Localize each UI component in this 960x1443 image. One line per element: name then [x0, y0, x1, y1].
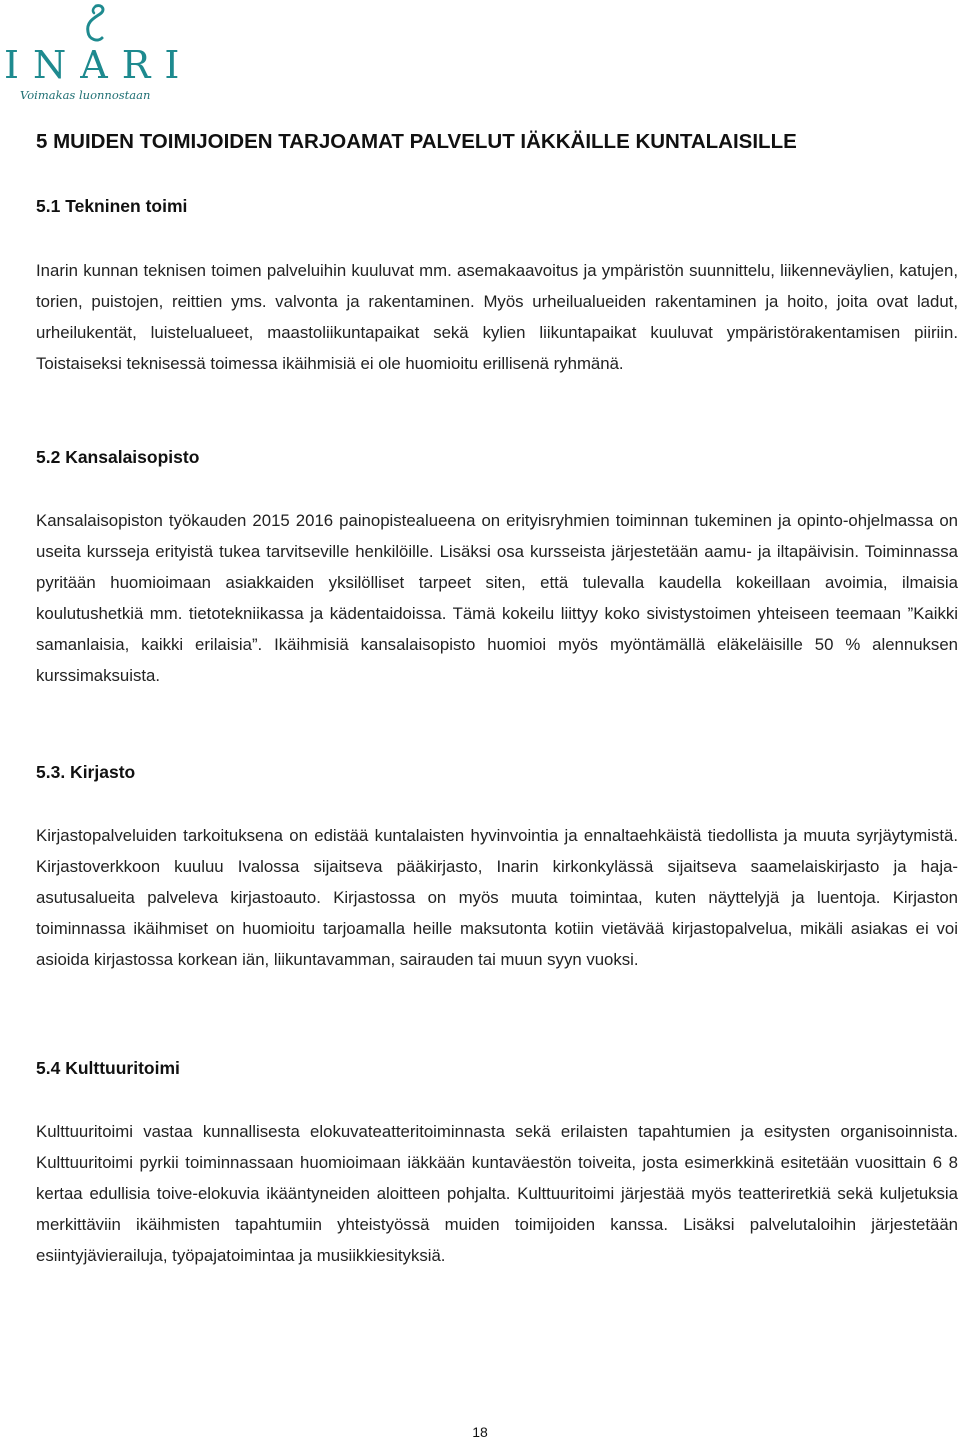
section-heading-kulttuuritoimi: 5.4 Kulttuuritoimi: [36, 1058, 180, 1078]
section-heading-kirjasto: 5.3. Kirjasto: [36, 762, 136, 782]
logo-wordmark: INARI: [4, 43, 194, 87]
section-heading-kansalaisopisto: 5.2 Kansalaisopisto: [36, 447, 200, 467]
section-text-tekninen: Inarin kunnan teknisen toimen palveluihin kuuluvat mm. asemakaavoitus ja ympäristön suunnittelu, liikenneväylien, katujen, torien, puistojen, reittien yms. valvonta ja rakentaminen. Myös urheilualueiden rakentaminen ja hoito, joita ovat ladut, urheilukentät, luistelualueet, maastoliikuntapaikat sekä kylien liikuntapaikat kuuluvat ympäristörakentamisen piiriin. Toistaiseksi teknisessä toimessa ikäihmisiä ei ole huomioitu erillisenä ryhmänä.: [36, 261, 958, 373]
section-text-kansalaisopisto: Kansalaisopiston työkauden 2015 2016 painopistealueena on erityisryhmien toiminnan tukeminen ja opinto-ohjelmassa on useita kursseja erityistä tukea tarvitseville henkilöille. Lisäksi osa kursseista järjestetään aamu- ja iltapäivisin. Toiminnassa pyritään huomioimaan asiakkaiden yksilölliset tarpeet siten, että tulevalla kaudella kokeillaan avoimia, ilmaisia koulutushetkiä mm. tietotekniikassa ja kädentaidoissa. Tämä kokeilu liittyy koko sivistystoimen yhteiseen teemaan ”Kaikki samanlaisia, kaikki erilaisia”. Ikäihmisiä kansalaisopisto huomioi myös myöntämällä eläkeläisille 50 % alennuksen kurssimaksuista.: [36, 511, 958, 685]
section-text-kulttuuritoimi: Kulttuuritoimi vastaa kunnallisesta elokuvateatteritoiminnasta sekä erilaisten tapahtumien ja esitysten organisoinnista. Kulttuuritoimi pyrkii toiminnassaan huomioimaan iäkkään kuntaväestön toiveita, josta esimerkkinä esitetään vuosittain 6 8 kertaa edullisia toive-elokuvia ikääntyneiden aloitteen pohjalta. Kulttuuritoimi järjestää myös teatteriretkiä sekä kuljetuksia merkittäviin ikäihmisten tapahtumiin yhteistyössä muiden toimijoiden kanssa. Lisäksi palvelutaloihin järjestetään esiintyjävierailuja, työpajatoimintaa ja musiikkiesityksiä.: [36, 1122, 958, 1265]
section-heading-tekninen: 5.1 Tekninen toimi: [36, 196, 188, 216]
page-number: 18: [472, 1424, 488, 1440]
section-text-kirjasto: Kirjastopalveluiden tarkoituksena on edistää kuntalaisten hyvinvointia ja ennaltaehkäistä tiedollista ja muuta syrjäytymistä. Kirjastoverkkoon kuuluu Ivalossa sijaitseva pääkirjasto, Inarin kirkonkylässä sijaitseva saamelaiskirjasto ja haja-asutusalueita palveleva kirjastoauto. Kirjastossa on myös muuta toimintaa, kuten näyttelyjä ja luentoja. Kirjaston toiminnassa ikäihmiset on huomioitu tarjoamalla heille maksutonta kotiin vietävää kirjastopalvelua, mikäli asiakas ei voi asioida kirjastossa korkean iän, liikuntavamman, sairauden tai muun syyn vuoksi.: [36, 826, 958, 969]
logo-tagline: Voimakas luonnostaan: [20, 88, 151, 102]
inari-logo: [4, 2, 194, 106]
chapter-heading: 5 MUIDEN TOIMIJOIDEN TARJOAMAT PALVELUT IÄKKÄILLE KUNTALAISILLE: [36, 130, 797, 153]
